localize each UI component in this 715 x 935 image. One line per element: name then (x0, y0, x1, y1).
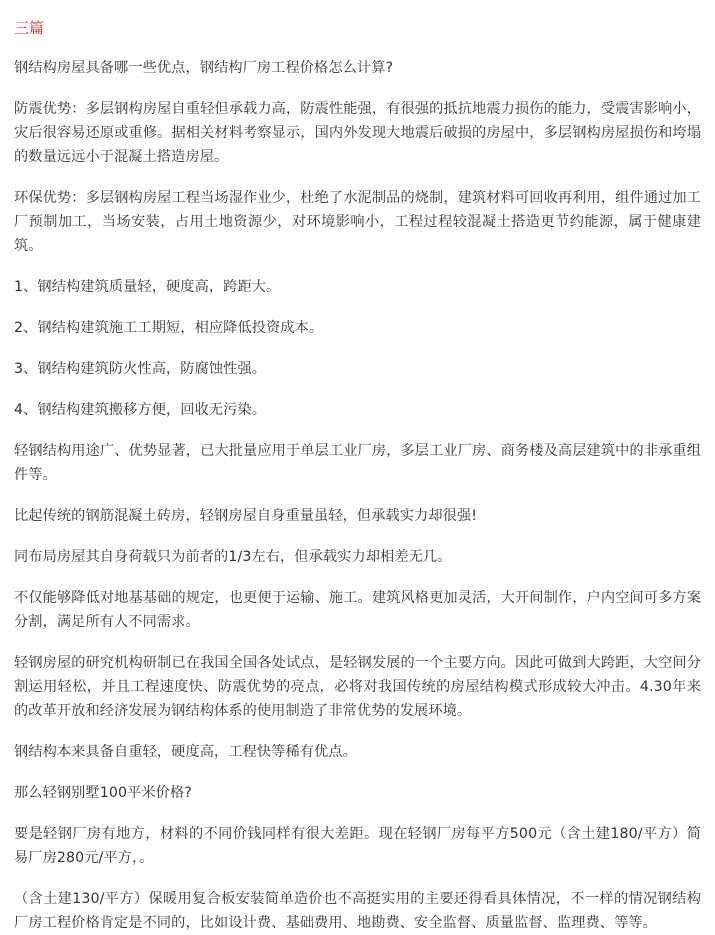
list-item-2: 2、钢结构建筑施工工期短，相应降低投资成本。 (14, 320, 324, 336)
paragraph-research: 轻钢房屋的研究机构研制已在我国全国各处试点，是轻钢发展的一个主要方向。因此可做到大跨距，大空间分割运用轻松，并且工程速度快、防震优势的亮点，必将对我国传统的房屋结构模式形成较大冲击。4.30年来的改革开放和经济发展为钢结构体系的使用制造了非常优势的发展环境。 (14, 655, 701, 719)
list-item-1: 1、钢结构建筑质量轻，硬度高，跨距大。 (14, 279, 281, 295)
paragraph-price-question: 那么轻钢别墅100平米价格? (14, 785, 192, 801)
list-item-3: 3、钢结构建筑防火性高，防腐蚀性强。 (14, 361, 267, 377)
article-heading: 三篇 (14, 19, 45, 37)
paragraph-seismic-advantage: 防震优势：多层钢构房屋自重轻但承载力高，防震性能强，有很强的抵抗地震力损伤的能力，受震害影响小，灾后很容易还原或重修。据相关材料考察显示，国内外发现大地震后破损的房屋中，多层钢构房屋损伤和垮塌的数量远远小于混凝土搭造房屋。 (14, 101, 701, 165)
paragraph-load: 同布局房屋其自身荷载只为前者的1/3左右，但承载实力却相差无几。 (14, 549, 452, 565)
list-item-4: 4、钢结构建筑搬移方便，回收无污染。 (14, 402, 267, 418)
paragraph-comparison: 比起传统的钢筋混凝土砖房，轻钢房屋自身重量虽轻，但承载实力却很强! (14, 508, 477, 524)
paragraph-price-answer: 要是轻钢厂房有地方，材料的不同价钱同样有很大差距。现在轻钢厂房每平方500元（含土建180/平方）简易厂房280元/平方，。 (14, 826, 701, 866)
paragraph-light-steel-uses: 轻钢结构用途广、优势显著，已大批量应用于单层工业厂房，多层工业厂房、商务楼及高层建筑中的非承重组件等。 (14, 443, 701, 483)
paragraph-summary: 钢结构本来具备自重轻，硬度高，工程快等稀有优点。 (14, 744, 357, 760)
paragraph-environmental-advantage: 环保优势：多层钢构房屋工程当场湿作业少，杜绝了水泥制品的烧制，建筑材料可回收再利用，组件通过加工厂预制加工，当场安装，占用土地资源少，对环境影响小，工程过程较混凝土搭造更节约能源，属于健康建筑。 (14, 190, 701, 254)
paragraph-foundation: 不仅能够降低对地基基础的规定，也更便于运输、施工。建筑风格更加灵活，大开间制作，户内空间可多方案分割，满足所有人不同需求。 (14, 590, 701, 630)
paragraph-price-detail: （含土建130/平方）保暖用复合板安装简单造价也不高挺实用的主要还得看具体情况，不一样的情况钢结构厂房工程价格肯定是不同的，比如设计费、基础费用、地勘费、安全监督、质量监督、监理费、等等。 (14, 891, 701, 931)
paragraph-question: 钢结构房屋具备哪一些优点，钢结构厂房工程价格怎么计算? (14, 60, 394, 76)
